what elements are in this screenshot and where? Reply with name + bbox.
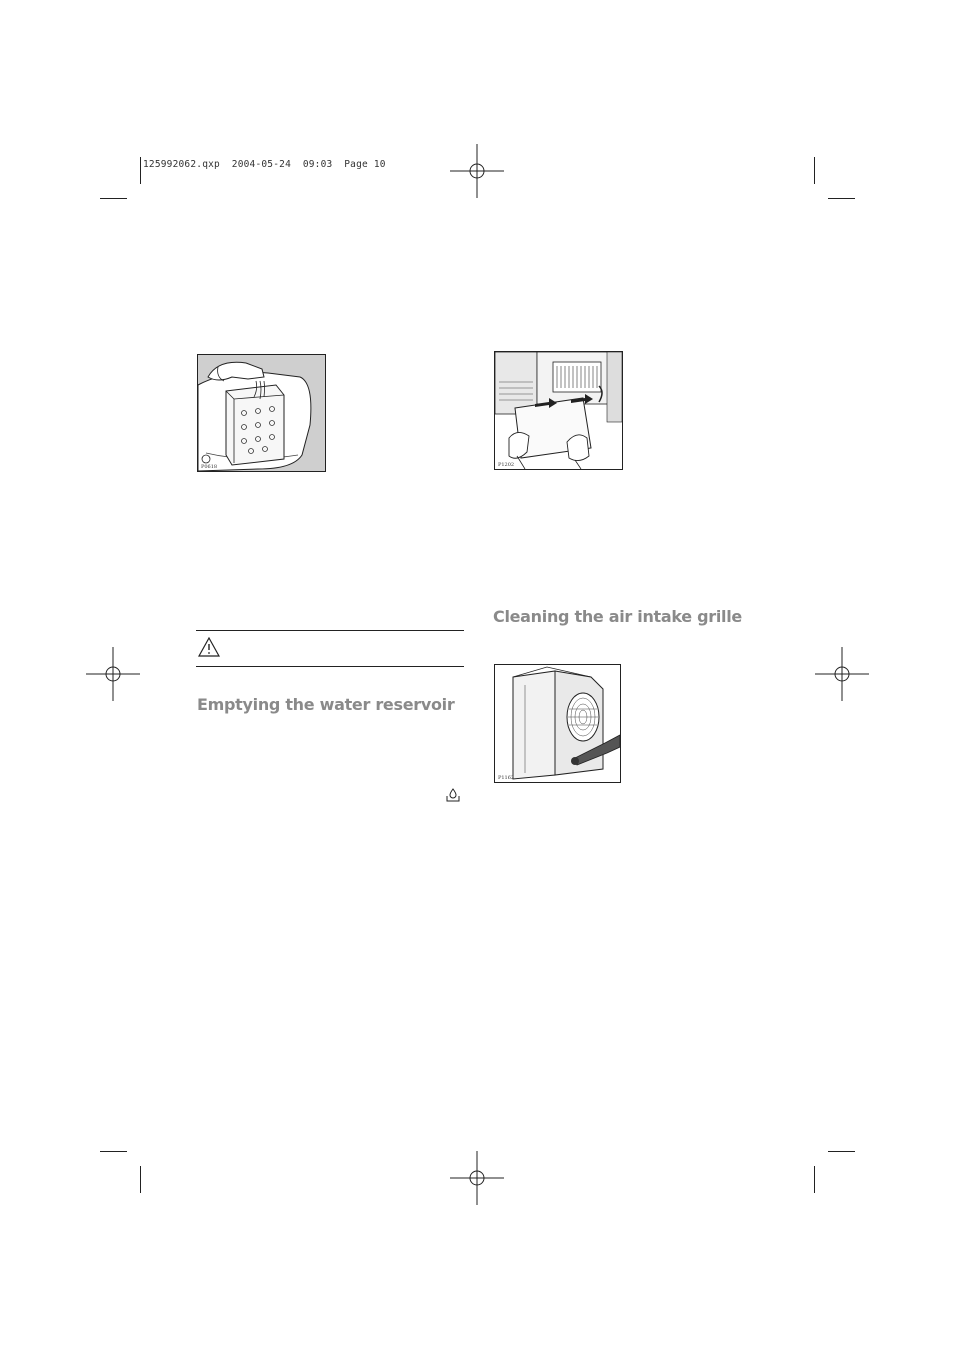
warning-top-rule <box>196 630 464 631</box>
crop-mark <box>814 157 815 184</box>
figure-code: P1162 <box>498 775 515 781</box>
heading-cleaning-air-intake-grille: Cleaning the air intake grille <box>493 607 742 626</box>
crop-mark <box>828 1151 855 1152</box>
crop-mark <box>140 157 141 184</box>
crop-mark <box>814 1166 815 1193</box>
heading-emptying-water-reservoir: Emptying the water reservoir <box>197 695 455 714</box>
warning-bottom-rule <box>196 666 464 667</box>
registration-mark-bottom <box>450 1151 504 1205</box>
crop-mark <box>828 198 855 199</box>
figure-code: P1202 <box>498 462 515 468</box>
registration-mark-left <box>86 647 140 701</box>
figure-code: P0618 <box>201 464 218 470</box>
print-slug: 125992062.qxp 2004-05-24 09:03 Page 10 <box>143 159 386 170</box>
air-intake-grille-illustration <box>494 664 621 783</box>
warning-triangle-icon <box>198 637 220 657</box>
water-reservoir-icon <box>446 788 460 802</box>
registration-mark-right <box>815 647 869 701</box>
crop-mark <box>100 198 127 199</box>
registration-mark-top <box>450 144 504 198</box>
filter-illustration <box>494 351 623 470</box>
crop-mark <box>100 1151 127 1152</box>
crop-mark <box>140 1166 141 1193</box>
reservoir-illustration <box>197 354 326 472</box>
